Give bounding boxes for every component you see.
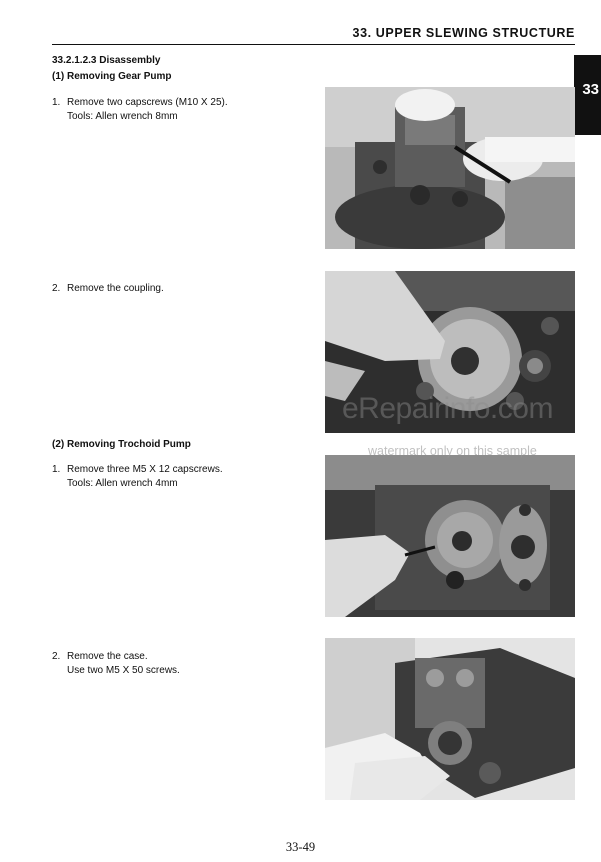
step-note: Use two M5 X 50 screws. xyxy=(67,665,180,676)
step-text: Remove three M5 X 12 capscrews. xyxy=(67,464,223,475)
step-text: Remove the case. xyxy=(67,651,148,662)
subsection-title-gear-pump: (1) Removing Gear Pump xyxy=(52,71,172,82)
step-trochoid-2 xyxy=(52,650,180,678)
page-number: 33-49 xyxy=(285,840,316,854)
watermark-site: eRepairinfo.com xyxy=(342,392,553,425)
step-number: 1. xyxy=(52,97,61,108)
photo-remove-capscrews xyxy=(325,87,575,249)
step-tool: Tools: Allen wrench 8mm xyxy=(67,111,178,122)
step-text: Remove the coupling. xyxy=(67,283,164,294)
step-gear-2 xyxy=(52,282,164,296)
header-rule xyxy=(52,44,575,45)
step-number: 1. xyxy=(52,464,61,475)
chapter-tab xyxy=(574,55,601,135)
header-title: 33. UPPER SLEWING STRUCTURE xyxy=(352,26,575,40)
step-gear-1 xyxy=(52,96,228,124)
step-number: 2. xyxy=(52,651,61,662)
step-number: 2. xyxy=(52,283,61,294)
photo-remove-case xyxy=(325,638,575,800)
chapter-tab-label: 33 xyxy=(582,81,599,98)
step-tool: Tools: Allen wrench 4mm xyxy=(67,478,178,489)
watermark-note: watermark only on this sample xyxy=(368,444,537,458)
section-title: 33.2.1.2.3 Disassembly xyxy=(52,55,161,66)
subsection-title-trochoid-pump: (2) Removing Trochoid Pump xyxy=(52,439,191,450)
photo-remove-trochoid-capscrews xyxy=(325,455,575,617)
step-text: Remove two capscrews (M10 X 25). xyxy=(67,97,228,108)
step-trochoid-1 xyxy=(52,463,223,491)
